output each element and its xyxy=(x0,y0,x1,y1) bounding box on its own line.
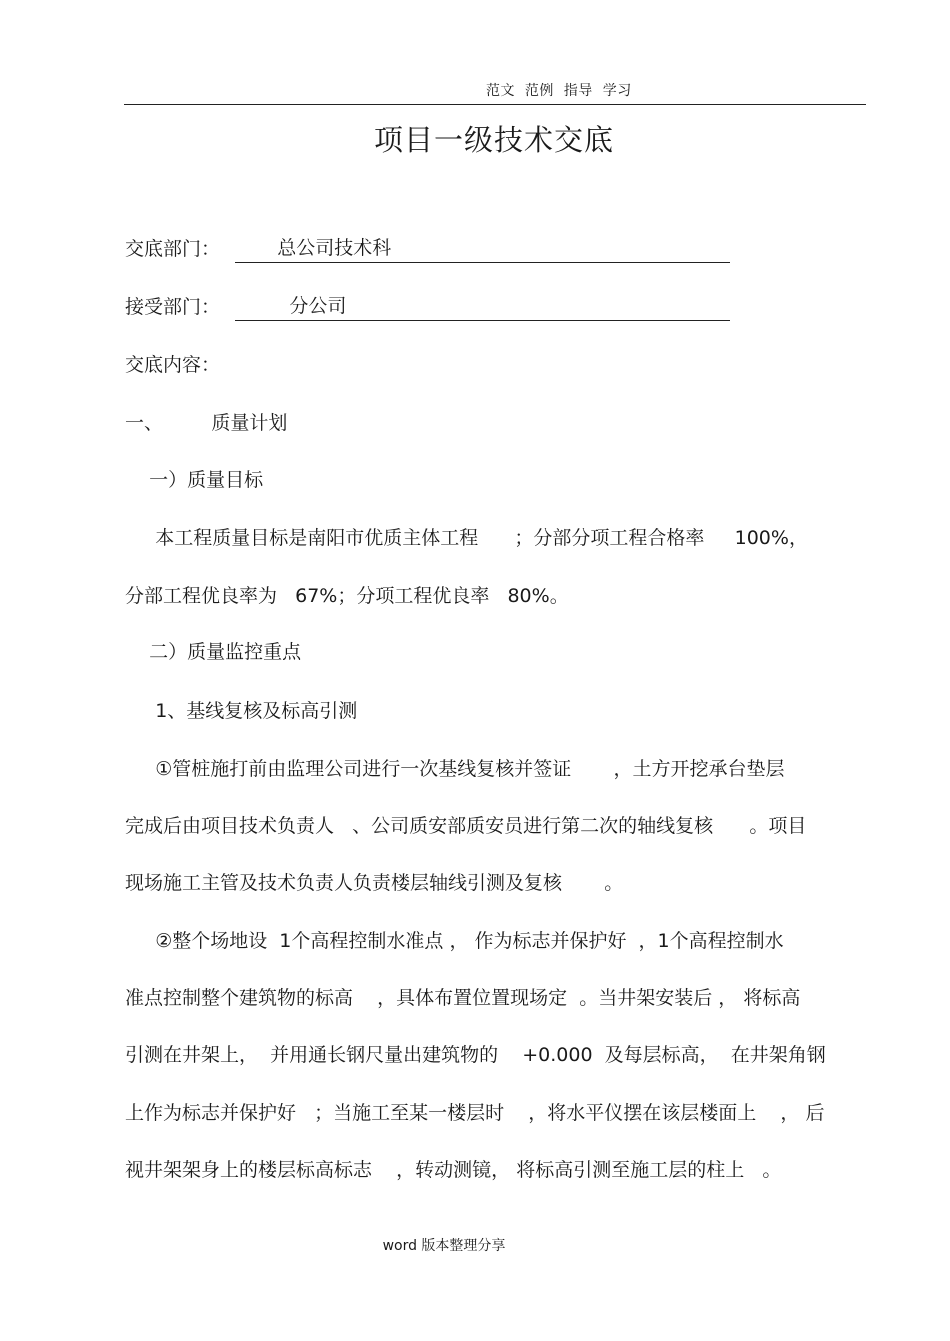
page-header: 范文 范例 指导 学习 xyxy=(486,83,632,99)
field-label-receiving-dept: 接受部门： xyxy=(125,296,221,318)
document-title: 项目一级技术交底 xyxy=(373,123,614,157)
paragraph-line: 准点控制整个建筑物的标高 ，具体布置位置现场定 。当井架安装后 ， 将标高 xyxy=(125,987,801,1009)
paragraph-line: ①管桩施打前由监理公司进行一次基线复核并签证 ，土方开挖承台垫层 xyxy=(125,758,785,780)
subsection-heading: 一）质量目标 xyxy=(125,469,264,491)
field-value-sending-dept: 总公司技术科 xyxy=(235,236,730,263)
paragraph-line: ②整个场地设 1个高程控制水准点 ， 作为标志并保护好 ，1个高程控制水 xyxy=(125,930,784,952)
page-footer: word 版本整理分享 xyxy=(382,1238,506,1254)
section-heading: 一、 质量计划 xyxy=(125,412,288,434)
paragraph-line: 本工程质量目标是南阳市优质主体工程 ；分部分项工程合格率 100%， xyxy=(125,527,808,549)
paragraph-line: 分部工程优良率为 67%；分项工程优良率 80%。 xyxy=(125,585,569,607)
subsection-heading: 二）质量监控重点 xyxy=(125,641,302,663)
paragraph-line: 视井架架身上的楼层标高标志 ，转动测镜， 将标高引测至施工层的柱上 。 xyxy=(125,1159,782,1181)
item-heading: 1、基线复核及标高引测 xyxy=(125,700,358,722)
paragraph-line: 现场施工主管及技术负责人负责楼层轴线引测及复核 。 xyxy=(125,872,624,894)
header-divider xyxy=(124,104,866,105)
paragraph-line: 上作为标志并保护好 ；当施工至某一楼层时 ，将水平仪摆在该层楼面上 ， 后 xyxy=(125,1102,825,1124)
field-label-sending-dept: 交底部门： xyxy=(125,238,221,260)
field-value-receiving-dept: 分公司 xyxy=(235,294,730,321)
paragraph-line: 完成后由项目技术负责人 、公司质安部质安员进行第二次的轴线复核 。项目 xyxy=(125,815,807,837)
paragraph-line: 引测在井架上， 并用通长钢尺量出建筑物的 +0.000 及每层标高， 在井架角钢 xyxy=(125,1044,826,1066)
content-label: 交底内容： xyxy=(125,354,221,376)
